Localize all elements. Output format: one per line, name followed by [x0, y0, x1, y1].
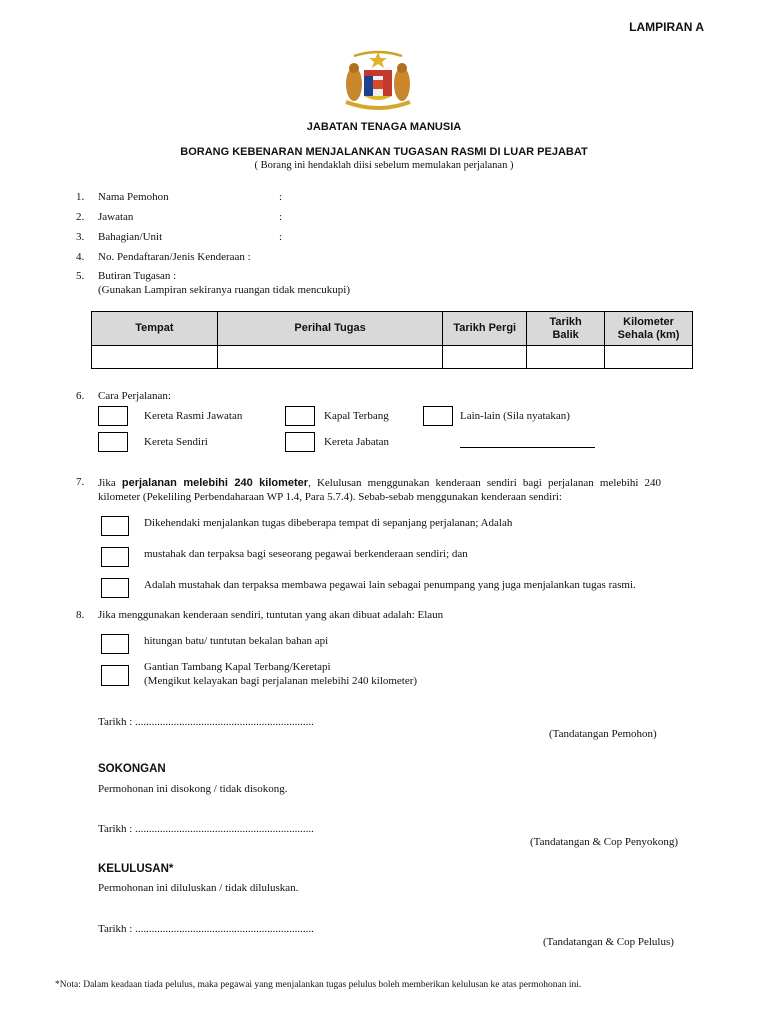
- option-label: Adalah mustahak dan terpaksa membawa pegawai lain sebagai penumpang yang juga menjalankan tugas rasmi.: [144, 579, 636, 591]
- option-label: mustahak dan terpaksa bagi seseorang pegawai berkenderaan sendiri; dan: [144, 548, 468, 560]
- department-name: JABATAN TENAGA MANUSIA: [306, 121, 462, 133]
- column-header-line: Balik: [552, 328, 579, 341]
- option-label: Kereta Sendiri: [144, 436, 208, 448]
- field-colon: :: [279, 231, 283, 243]
- position-label: Jawatan: [98, 211, 134, 223]
- option-label: Kereta Rasmi Jawatan: [144, 410, 243, 422]
- applicant-name-label: Nama Pemohon: [98, 191, 169, 203]
- travel-mode-title: Cara Perjalanan:: [98, 390, 171, 402]
- field-number: 4.: [76, 251, 85, 263]
- checkbox-department-car[interactable]: [285, 432, 315, 452]
- column-header-line: Kilometer: [623, 315, 674, 328]
- table-header-row: [92, 312, 693, 346]
- table-row: [92, 346, 693, 369]
- approval-heading: KELULUSAN*: [98, 863, 174, 875]
- support-signature-label: (Tandatangan & Cop Penyokong): [530, 836, 679, 848]
- coat-of-arms-logo: [340, 50, 416, 112]
- support-heading: SOKONGAN: [98, 763, 166, 775]
- intro-emphasis: perjalanan melebihi 240 kilometer: [121, 477, 309, 489]
- division-label: Bahagian/Unit: [98, 231, 163, 243]
- form-subtitle: ( Borang ini hendaklah diisi sebelum memulakan perjalanan ): [254, 160, 514, 171]
- table-cell-kilometer[interactable]: [605, 346, 693, 369]
- column-header-line: Tarikh: [549, 315, 582, 328]
- column-header: Tempat: [92, 312, 218, 346]
- section-number: 6.: [76, 390, 85, 402]
- option-label: Dikehendaki menjalankan tugas dibeberapa tempat di sepanjang perjalanan; Adalah: [144, 517, 513, 529]
- intro-text: , Kelulusan menggunakan kenderaan sendiri bagi perjalanan melebihi 240 kilometer (Pekeliling Perbendaharaan WP 1.4, Para 5.7.4). Sebab-sebab menggunakan kenderaan sendiri:: [98, 477, 662, 503]
- option-label: hitungan batu/ tuntutan bekalan bahan api: [144, 635, 329, 647]
- other-specify-line[interactable]: [460, 447, 595, 448]
- checkbox-mileage-claim[interactable]: [101, 634, 129, 654]
- field-colon: :: [279, 211, 283, 223]
- option-label: Lain-lain (Sila nyatakan): [460, 410, 570, 422]
- section7-intro: [98, 476, 661, 504]
- support-statement: Permohonan ini disokong / tidak disokong.: [98, 783, 288, 795]
- checkbox-official-car[interactable]: [98, 406, 128, 426]
- field-number: 3.: [76, 231, 85, 243]
- field-number: 1.: [76, 191, 85, 203]
- section-number: 7.: [76, 476, 85, 488]
- task-details-note: (Gunakan Lampiran sekiranya ruangan tidak mencukupi): [98, 284, 350, 296]
- field-number: 2.: [76, 211, 85, 223]
- option-label: Gantian Tambang Kapal Terbang/Keretapi: [144, 661, 331, 673]
- applicant-date-line[interactable]: Tarikh : .................................................................: [98, 716, 314, 728]
- form-title: BORANG KEBENARAN MENJALANKAN TUGASAN RASMI DI LUAR PEJABAT: [180, 146, 588, 158]
- vehicle-registration-label: No. Pendaftaran/Jenis Kenderaan :: [98, 251, 251, 263]
- checkbox-carry-passengers[interactable]: [101, 578, 129, 598]
- annex-label: LAMPIRAN A: [629, 20, 704, 34]
- checkbox-fare-replacement[interactable]: [101, 665, 129, 686]
- support-date-line[interactable]: Tarikh : .................................................................: [98, 823, 314, 835]
- claim-title: Jika menggunakan kenderaan sendiri, tuntutan yang akan dibuat adalah: Elaun: [98, 609, 444, 621]
- checkbox-airplane[interactable]: [285, 406, 315, 426]
- applicant-signature-label: (Tandatangan Pemohon): [549, 728, 657, 740]
- approval-statement: Permohonan ini diluluskan / tidak diluluskan.: [98, 882, 299, 894]
- option-label: Kapal Terbang: [324, 410, 389, 422]
- table-cell-departure-date[interactable]: [443, 346, 527, 369]
- approval-date-line[interactable]: Tarikh : .................................................................: [98, 923, 314, 935]
- column-header: Tarikh Pergi: [443, 312, 527, 346]
- checkbox-multiple-locations[interactable]: [101, 516, 129, 536]
- option-label: Kereta Jabatan: [324, 436, 390, 448]
- task-details-label: Butiran Tugasan :: [98, 270, 177, 282]
- column-header: [527, 312, 605, 346]
- checkbox-own-vehicle-required[interactable]: [101, 547, 129, 567]
- checkbox-other[interactable]: [423, 406, 453, 426]
- table-cell-description[interactable]: [217, 346, 443, 369]
- table-cell-place[interactable]: [92, 346, 218, 369]
- section-number: 8.: [76, 609, 85, 621]
- approval-signature-label: (Tandatangan & Cop Pelulus): [543, 936, 674, 948]
- column-header: [605, 312, 693, 346]
- option-note: (Mengikut kelayakan bagi perjalanan melebihi 240 kilometer): [144, 675, 418, 687]
- footnote: *Nota: Dalam keadaan tiada pelulus, maka pegawai yang menjalankan tugas pelulus boleh memberikan kelulusan ke atas permohonan ini.: [55, 980, 582, 990]
- column-header-line: Sehala (km): [617, 328, 680, 341]
- checkbox-own-car[interactable]: [98, 432, 128, 452]
- field-number: 5.: [76, 270, 85, 282]
- task-details-table: [91, 311, 693, 369]
- table-cell-return-date[interactable]: [527, 346, 605, 369]
- field-colon: :: [279, 191, 283, 203]
- intro-text: Jika: [98, 477, 122, 489]
- column-header: Perihal Tugas: [217, 312, 443, 346]
